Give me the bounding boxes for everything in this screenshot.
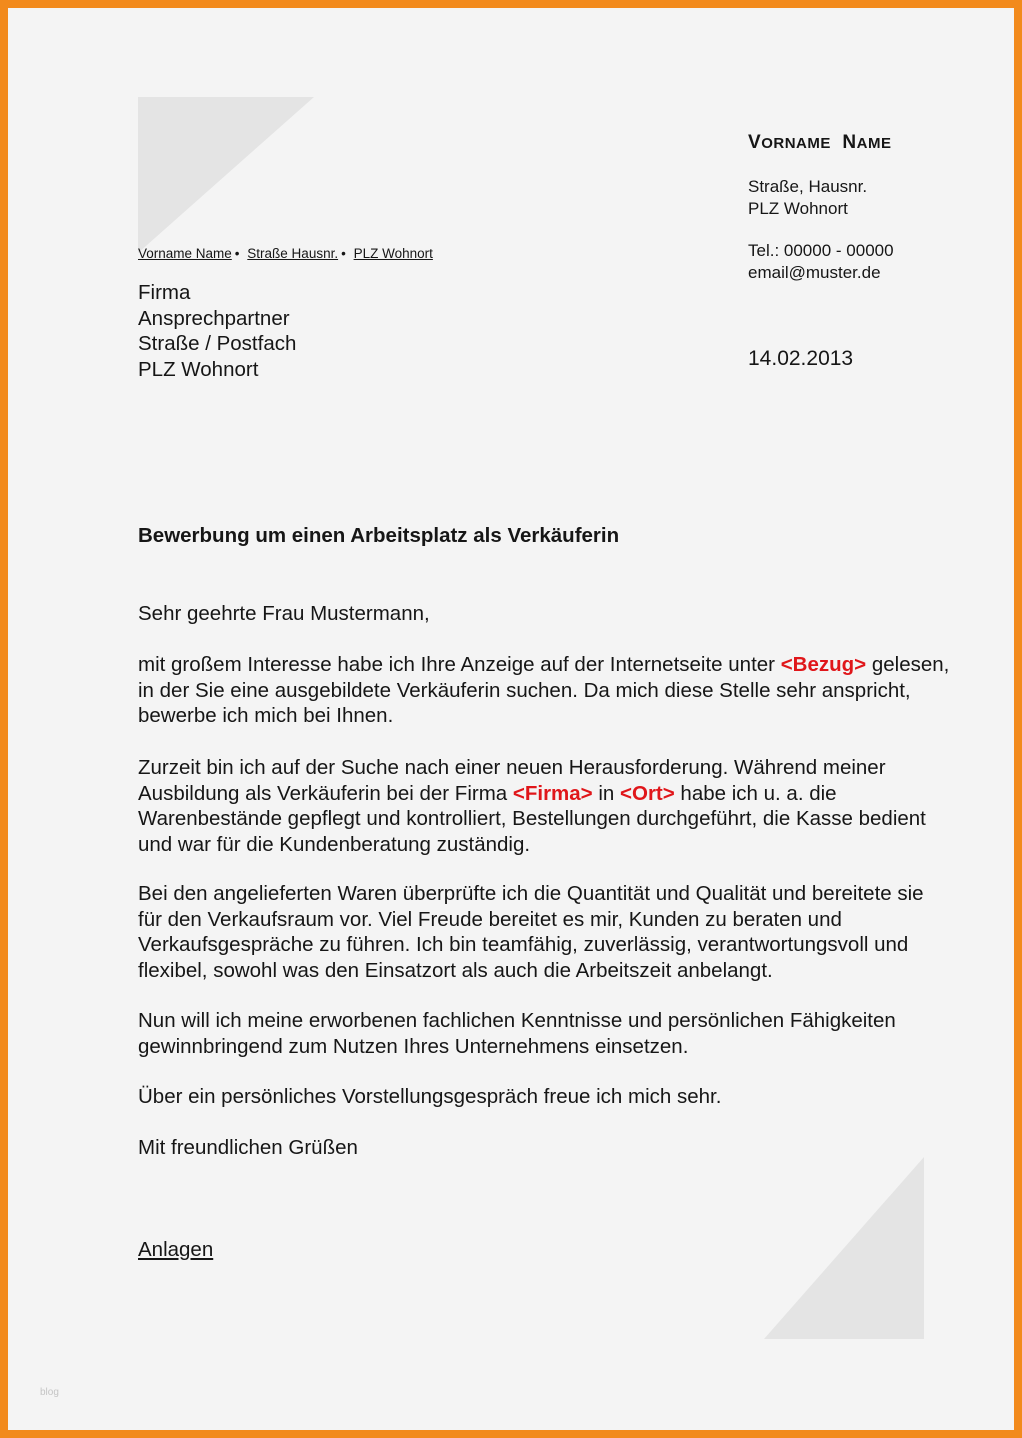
salutation: Sehr geehrte Frau Mustermann,	[138, 602, 430, 625]
attachments-label: Anlagen	[138, 1238, 214, 1261]
placeholder-ort: <Ort>	[620, 781, 675, 805]
placeholder-bezug: <Bezug>	[780, 653, 867, 676]
paragraph-1-text-b: gelesen, in der Sie eine ausgebildete Verkäuferin suchen. Da mich diese Stelle sehr anspricht, bewerbe ich mich bei Ihnen.	[138, 653, 950, 727]
sender-email: email@muster.de	[748, 262, 881, 282]
letter-subject: Bewerbung um einen Arbeitsplatz als Verkäuferin	[138, 524, 620, 547]
recipient-contact: Ansprechpartner	[138, 306, 290, 330]
placeholder-firma: <Firma>	[512, 781, 593, 805]
sender-contact	[748, 240, 894, 283]
recipient-address	[138, 280, 296, 382]
paragraph-5: Über ein persönliches Vorstellungsgespräch freue ich mich sehr.	[138, 1085, 722, 1108]
recipient-company: Firma	[138, 281, 191, 304]
sender-first-initial: V	[748, 132, 762, 153]
watermark: blog	[40, 1387, 59, 1398]
return-bullet-2: •	[341, 246, 346, 261]
decorative-triangle-top	[138, 97, 314, 253]
paragraph-2-text-c: habe ich u. a. die Warenbestände gepflegt und kontrolliert, Bestellungen durchgeführt, die Kasse bedient und war für die Kundenberatung zuständig.	[138, 781, 926, 856]
sender-phone: Tel.: 00000 - 00000	[748, 241, 894, 260]
paragraph-2-text-a: Zurzeit bin ich auf der Suche nach einer neuen Herausforderung. Während meiner Ausbildung als Verkäuferin bei der Firma	[138, 756, 886, 805]
return-name: Vorname Name	[138, 246, 232, 261]
return-bullet-1: •	[234, 246, 240, 261]
paragraph-1-text-a: mit großem Interesse habe ich Ihre Anzeige auf der Internetseite unter	[138, 653, 781, 676]
paragraph-1	[138, 652, 953, 729]
paragraph-4: Nun will ich meine erworbenen fachlichen Kenntnisse und persönlichen Fähigkeiten gewinnbringend zum Nutzen Ihres Unternehmens einsetzen.	[138, 1009, 896, 1058]
closing: Mit freundlichen Grüßen	[138, 1136, 358, 1159]
paragraph-3: Bei den angelieferten Waren überprüfte ich die Quantität und Qualität und bereitete sie für den Verkaufsraum vor. Viel Freude bereitet es mir, Kunden zu beraten und Verkaufsgespräche zu führen. Ich bin teamfähig, zuverlässig, verantwortungsvoll und flexibel, sowohl was den Einsatzort als auch die Arbeitszeit anbelangt.	[138, 882, 924, 982]
paragraph-2-text-b: in	[592, 781, 621, 805]
sender-street: Straße, Hausnr.	[748, 177, 868, 196]
return-city: PLZ Wohnort	[353, 246, 433, 261]
recipient-street: Straße / Postfach	[138, 332, 297, 355]
paragraph-2	[138, 755, 953, 857]
recipient-city: PLZ Wohnort	[138, 357, 259, 381]
sender-name	[748, 132, 892, 154]
sender-address	[748, 176, 867, 219]
return-address-line	[138, 246, 433, 261]
letter-date: 14.02.2013	[748, 347, 854, 370]
sender-last-rest: AME	[856, 135, 892, 152]
sender-first-rest: ORNAME	[761, 135, 831, 152]
sender-city: PLZ Wohnort	[748, 198, 848, 218]
sender-last-initial: N	[842, 132, 857, 153]
return-street: Straße Hausnr.	[247, 246, 339, 261]
